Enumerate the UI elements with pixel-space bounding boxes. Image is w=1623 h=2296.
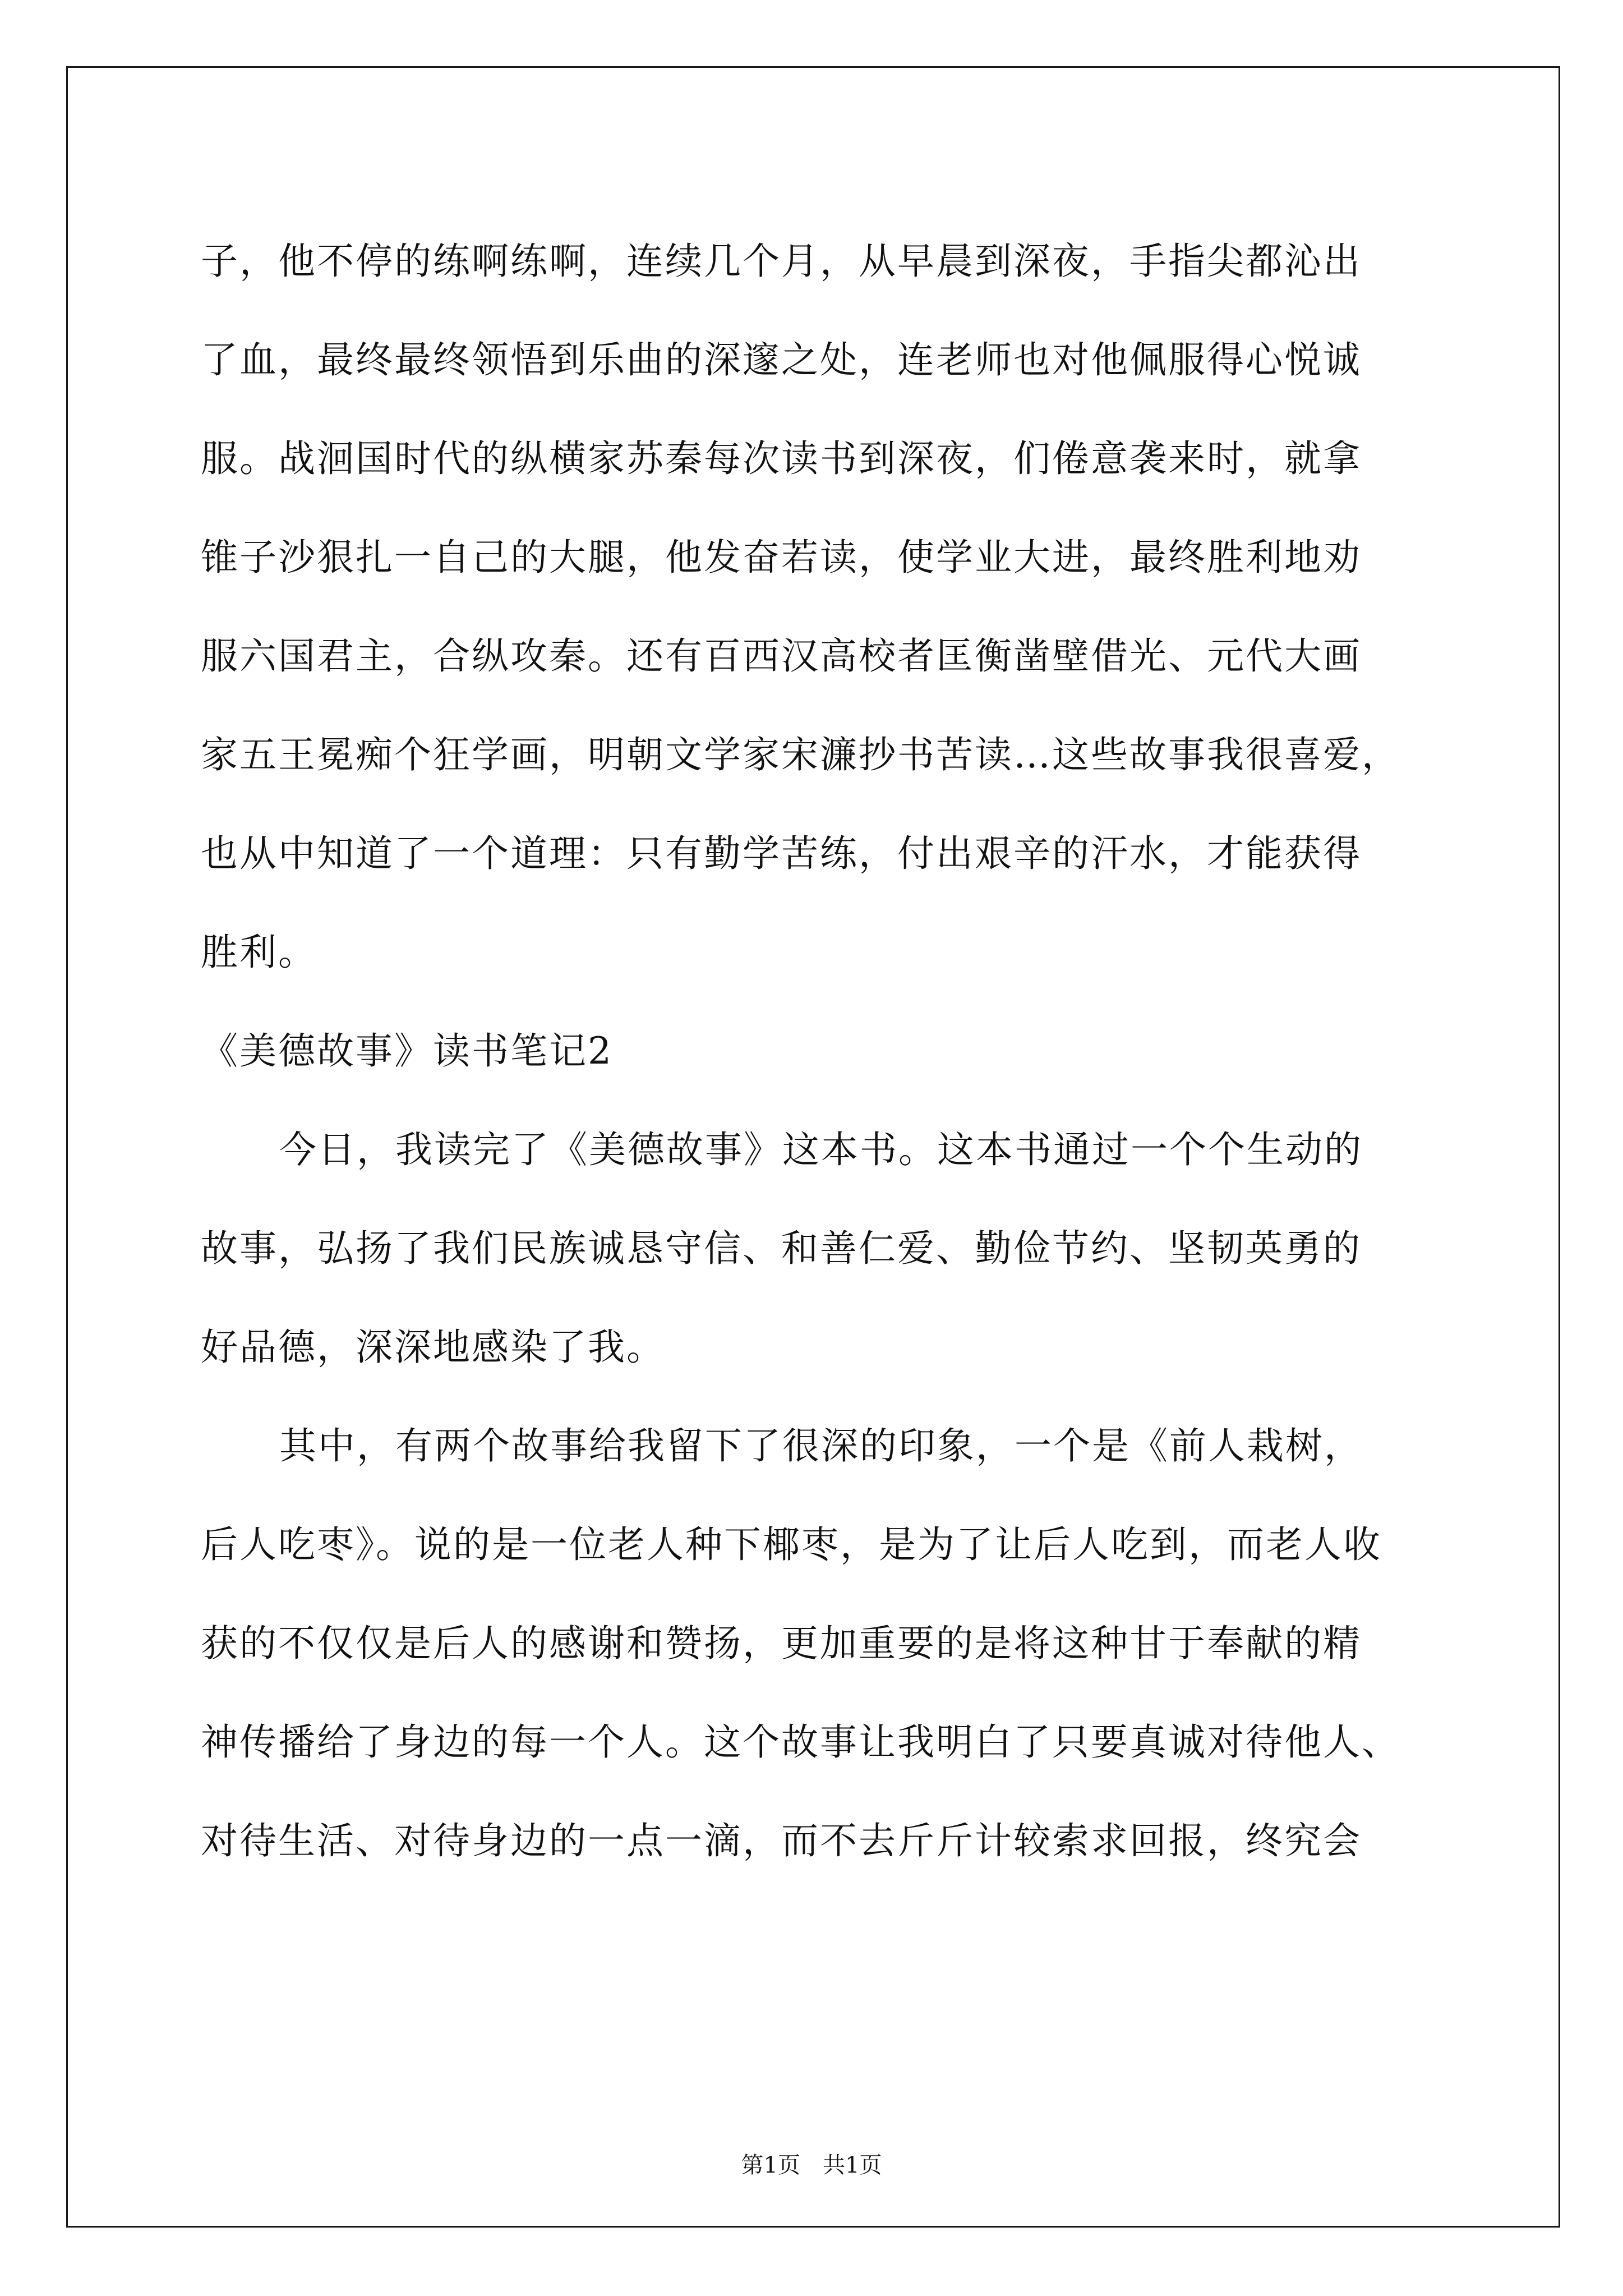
page-footer bbox=[0, 2151, 1623, 2179]
text-line: 家五王冕痴个狂学画，明朝文学家宋濂抄书苦读…这些故事我很喜爱， bbox=[201, 733, 1400, 776]
text-line: 后人吃枣》。说的是一位老人种下椰枣，是为了让后人吃到，而老人收 bbox=[201, 1523, 1382, 1566]
text-line: 子，他不停的练啊练啊，连续几个月，从早晨到深夜，手指尖都沁出 bbox=[201, 240, 1362, 283]
text-line: 了血，最终最终领悟到乐曲的深邃之处，连老师也对他佩服得心悦诚 bbox=[201, 338, 1362, 381]
text-line: 获的不仅仅是后人的感谢和赞扬，更加重要的是将这种甘于奉献的精 bbox=[201, 1622, 1362, 1665]
text-line: 锥子沙狠扎一自己的大腿，他发奋若读，使学业大进，最终胜利地劝 bbox=[201, 536, 1362, 579]
text-line: 服。战洄国时代的纵横家苏秦每次读书到深夜，们倦意袭来时，就拿 bbox=[201, 437, 1362, 480]
page-total: 共1页 bbox=[823, 2152, 882, 2178]
text-line: 神传播给了身边的每一个人。这个故事让我明白了只要真诚对待他人、 bbox=[201, 1720, 1400, 1764]
text-line: 其中，有两个故事给我留下了很深的印象，一个是《前人栽树， bbox=[279, 1424, 1363, 1467]
section-heading: 《美德故事》读书笔记2 bbox=[201, 1029, 613, 1073]
text-line: 对待生活、对待身边的一点一滴，而不去斤斤计较索求回报，终究会 bbox=[201, 1819, 1362, 1862]
text-line: 故事，弘扬了我们民族诚恳守信、和善仁爱、勤俭节约、坚韧英勇的 bbox=[201, 1227, 1362, 1270]
text-line: 胜利。 bbox=[201, 931, 317, 974]
text-line: 好品德，深深地感染了我。 bbox=[201, 1326, 665, 1369]
text-line: 今日，我读完了《美德故事》这本书。这本书通过一个个生动的 bbox=[279, 1128, 1363, 1171]
text-line: 服六国君主，合纵攻秦。还有百西汉高校者匡衡凿壁借光、元代大画 bbox=[201, 634, 1362, 678]
document-body bbox=[201, 212, 1457, 1890]
page-number: 第1页 bbox=[741, 2152, 800, 2178]
text-line: 也从中知道了一个道理：只有勤学苦练，付出艰辛的汗水，才能获得 bbox=[201, 832, 1362, 875]
